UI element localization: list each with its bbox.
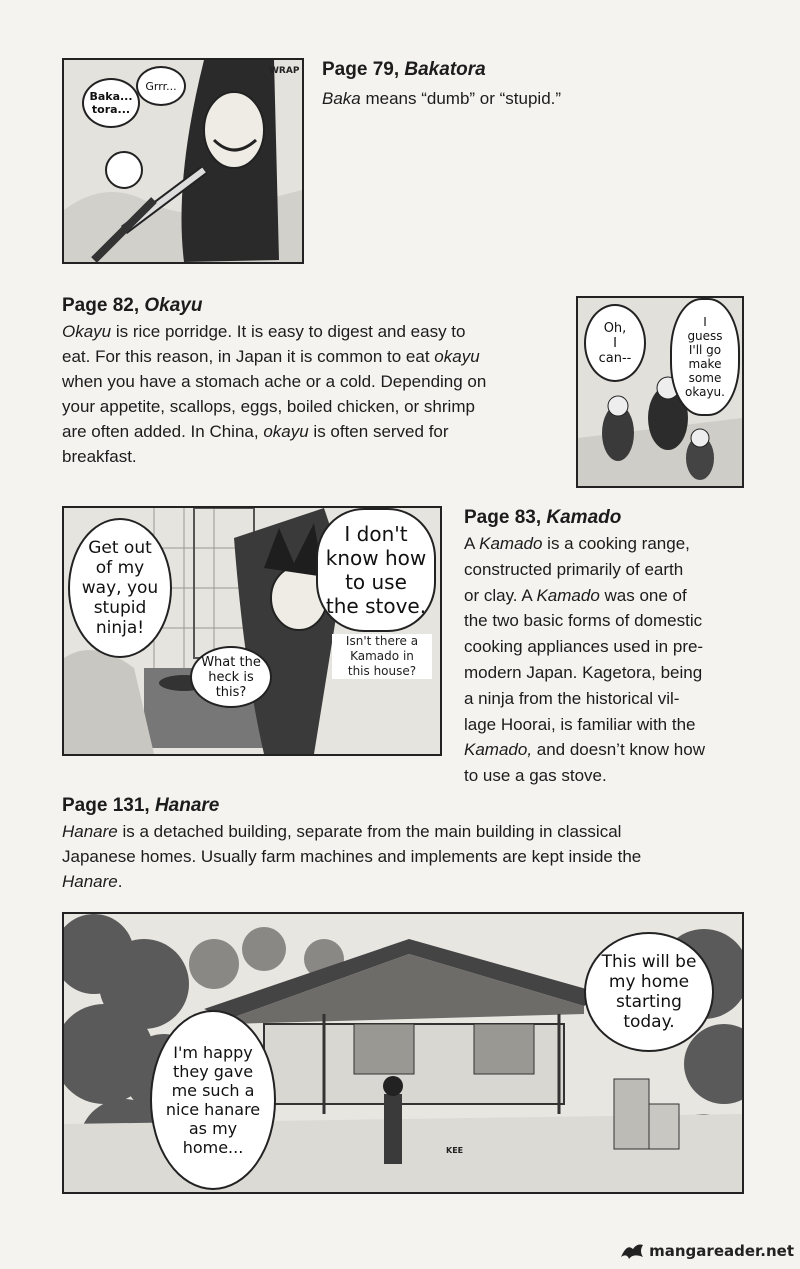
body-text: is rice porridge. It is easy to digest and easy to	[111, 322, 466, 341]
body-text: a ninja from the historical vil-	[464, 688, 680, 708]
body-term: Hanare	[62, 822, 118, 841]
body-term: Hanare	[62, 872, 118, 891]
page-number: Page 83,	[464, 507, 542, 528]
speech-bubble: Baka... tora...	[82, 78, 140, 128]
speech-bubble: I'm happy they gave me such a nice hanare as my home...	[150, 1010, 276, 1190]
body-text: A	[464, 534, 480, 553]
term: Hanare	[154, 795, 220, 816]
section-heading	[322, 58, 762, 81]
page-number: Page 82,	[62, 295, 140, 316]
body-term: okayu	[263, 422, 309, 441]
section-body	[62, 819, 762, 894]
speech-bubble: I don't know how to use the stove.	[316, 508, 436, 632]
section-body	[322, 86, 762, 111]
body-text: the two basic forms of domestic	[464, 611, 703, 631]
body-text: cooking appliances used in pre-	[464, 637, 704, 657]
body-text: was one of	[599, 585, 687, 605]
term: Kamado	[546, 507, 622, 528]
page-number: Page 131,	[62, 795, 150, 816]
body-text: is a detached building, separate from the main building in classical	[117, 822, 622, 841]
body-text: means “dumb” or “stupid.”	[360, 89, 562, 108]
term: Okayu	[144, 295, 203, 316]
body-text: or clay. A	[464, 585, 537, 605]
body-term: Baka	[322, 89, 361, 108]
section-heading	[62, 794, 762, 817]
watermark	[619, 1241, 794, 1261]
body-text: when you have a stomach ache or a cold. Depending on	[62, 372, 487, 391]
body-term: Okayu	[62, 322, 112, 341]
body-text: breakfast.	[62, 447, 137, 466]
body-text: Japanese homes. Usually farm machines and implements are kept inside the	[62, 847, 642, 866]
manga-panel-bakatora	[62, 58, 304, 264]
body-text: is often served for	[308, 422, 449, 441]
section-heading	[62, 294, 567, 317]
manga-panel-stove	[62, 506, 442, 756]
manga-panel-okayu	[576, 296, 744, 488]
section-page-79	[322, 58, 762, 111]
body-text: modern Japan. Kagetora, being	[464, 662, 703, 682]
speech-bubble: What the heck is this?	[190, 646, 272, 708]
body-text: is a cooking range,	[542, 534, 690, 553]
body-text: to use a gas stove.	[464, 766, 607, 786]
manga-panel-hanare	[62, 912, 744, 1194]
mangareader-logo-icon	[619, 1241, 645, 1261]
body-term: Kamado	[536, 585, 600, 605]
section-body	[464, 531, 774, 789]
body-text: eat. For this reason, in Japan it is common to eat	[62, 347, 435, 366]
speech-text: Isn't there a Kamado in this house?	[332, 634, 432, 679]
term: Bakatora	[404, 59, 486, 80]
body-term: Kamado	[479, 534, 543, 553]
page-number: Page 79,	[322, 59, 400, 80]
section-page-131	[62, 794, 762, 894]
body-text: .	[117, 872, 123, 891]
body-text: and doesn’t know how	[532, 740, 705, 760]
section-heading	[464, 506, 774, 529]
body-text: are often added. In China,	[62, 422, 264, 441]
section-page-83	[464, 506, 774, 789]
speech-bubble: Get out of my way, you stupid ninja!	[68, 518, 172, 658]
speech-bubble: Grrr...	[136, 66, 186, 106]
watermark-text: mangareader.net	[649, 1242, 794, 1260]
body-term: Kamado,	[464, 740, 533, 760]
body-text: your appetite, scallops, eggs, boiled chicken, or shrimp	[62, 397, 475, 416]
body-term: okayu	[434, 347, 480, 366]
sound-effect: KEE	[446, 1146, 464, 1155]
speech-bubble: Oh, I can--	[584, 304, 646, 382]
section-body	[62, 319, 567, 469]
body-text: constructed primarily of earth	[464, 559, 684, 579]
speech-bubble: I guess I'll go make some okayu.	[670, 298, 740, 416]
speech-bubble: This will be my home starting today.	[584, 932, 714, 1052]
body-text: lage Hoorai, is familiar with the	[464, 714, 696, 734]
section-page-82	[62, 294, 567, 469]
sound-effect: WRAP	[269, 66, 300, 76]
